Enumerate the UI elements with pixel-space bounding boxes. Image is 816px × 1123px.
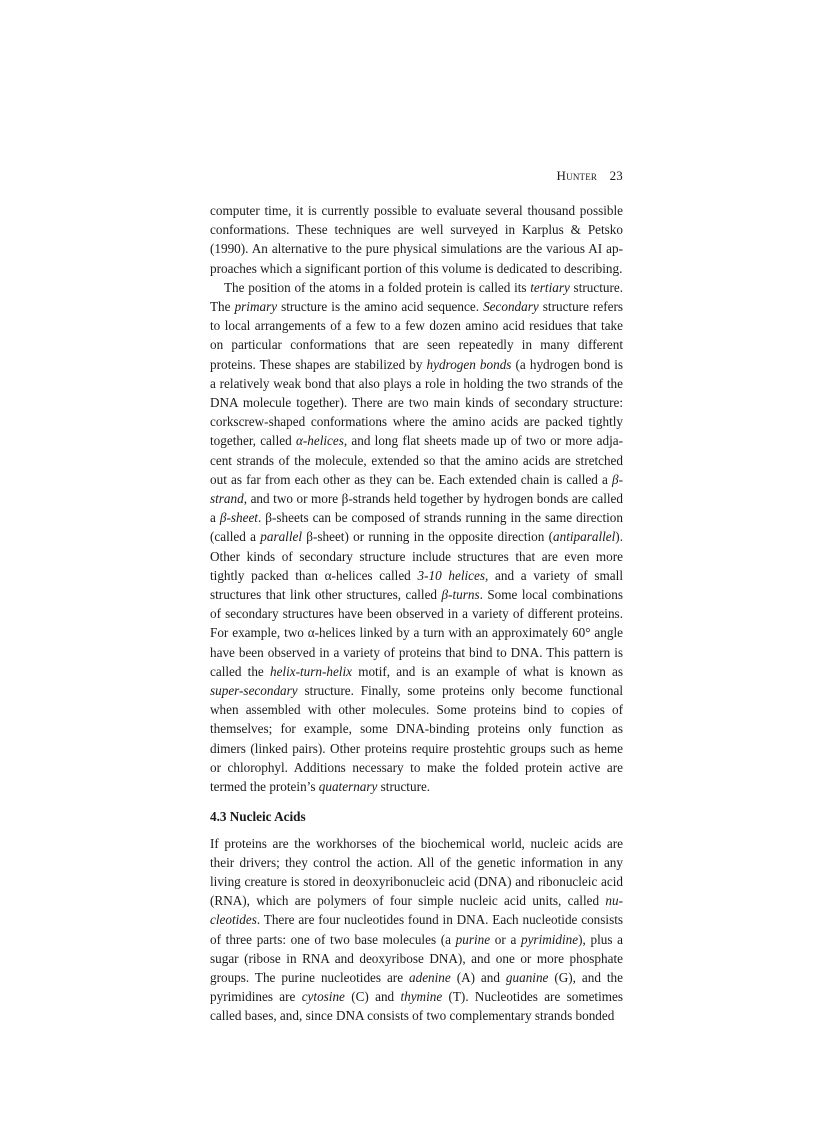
term-adenine: adenine: [409, 969, 451, 985]
term-thymine: thymine: [400, 989, 443, 1005]
term-purine: purine: [455, 931, 491, 947]
term-antiparallel: antiparallel: [553, 529, 616, 545]
section-heading: 4.3 Nucleic Acids: [210, 809, 306, 825]
paragraph-nucleic-acids: If proteins are the workhorses of the biochemical world, nucleic acids are their drivers; they control the action. All of the genetic information in any living creature is stored in deoxyribonucleic acid (DNA) and ribonucleic acid (RNA), which are polymers of four simple nucleic acid units, called nucleotides. There are four nucleotides found in DNA. Each nucleotide consists of three parts: one of two base molecules (a purine or a pyrimidine), plus a sugar (ribose in RNA and deoxyribose DNA), and one or more phosphate groups. The purine nucleotides are adenine (A) and guanine (G), and the pyrimidines are cytosine (C) and thymine (T). Nucleotides are sometimes called bases, and, since DNA consists of two complementary strands bonded: [210, 835, 624, 1024]
term-cytosine: cytosine: [301, 989, 345, 1005]
term-guanine: guanine: [505, 969, 549, 985]
term-beta-sheet: β-sheet: [219, 510, 258, 526]
term-tertiary: tertiary: [530, 279, 570, 295]
paragraph-continuation: computer time, it is currently possible to evaluate several thousand possible conformations. These techniques are well surveyed in Karplus & Petsko (1990). An alternative to the pure physical simulations are the various AI approaches which a significant portion of this volume is dedicated to describing.: [210, 203, 623, 276]
running-head-author: Hunter: [556, 168, 598, 183]
running-head: [557, 168, 623, 184]
term-beta-turns: β-turns: [441, 587, 480, 603]
term-secondary: Secondary: [483, 299, 539, 315]
term-pyrimidine: pyrimidine: [520, 931, 579, 947]
term-quaternary: quaternary: [318, 779, 378, 795]
paragraph-protein-structure: The position of the atoms in a folded protein is called its tertiary structure. The primary structure is the amino acid sequence. Secondary structure refers to local arrangements of a few to a few dozen amino acid residues that take on particular conformations that are seen repeatedly in many different proteins. These shapes are stabilized by hydrogen bonds (a hydrogen bond is a relatively weak bond that also plays a role in holding the two strands of the DNA molecule together). There are two main kinds of secondary structure: corkscrew-shaped conformations where the amino acids are packed tightly together, called α-helices, and long flat sheets made up of two or more adjacent strands of the molecule, extended so that the amino acids are stretched out as far from each other as they can be. Each extended chain is called a β-strand, and two or more β-strands held together by hydrogen bonds are called a β-sheet. β-sheets can be composed of strands running in the same direction (called a parallel β-sheet) or running in the opposite direction (antiparallel). Other kinds of secondary structure include structures that are even more tightly packed than α-helices called 3-10 helices, and a variety of small structures that link other structures, called β-turns. Some local combinations of secondary structures have been observed in a variety of different proteins. For example, two α-helices linked by a turn with an approximately 60° angle have been observed in a variety of proteins that bind to DNA. This pattern is called the helix-turn-helix motif, and is an example of what is known as super-secondary structure. Finally, some proteins only become functional when assembled with other molecules. Some proteins bind to copies of themselves; for example, some DNA-binding proteins only function as dimers (linked pairs). Other proteins require prostehtic groups such as heme or chlorophyl. Additions necessary to make the folded protein active are termed the protein’s quaternary structure.: [210, 279, 623, 795]
page-number: 23: [609, 168, 623, 183]
term-super-secondary: super-secondary: [210, 683, 298, 699]
term-nucleotides: nucleotides: [210, 893, 623, 928]
term-primary: primary: [234, 299, 278, 315]
term-beta-strand: β-strand: [210, 471, 623, 507]
term-hydrogen-bonds: hydrogen bonds: [426, 356, 512, 372]
term-alpha-helices: α-helices: [295, 433, 344, 449]
term-3-10-helices: 3-10 helices: [417, 567, 486, 583]
term-helix-turn-helix: helix-turn-helix: [269, 663, 352, 679]
body-text: [210, 201, 623, 1026]
term-parallel: parallel: [260, 529, 303, 545]
